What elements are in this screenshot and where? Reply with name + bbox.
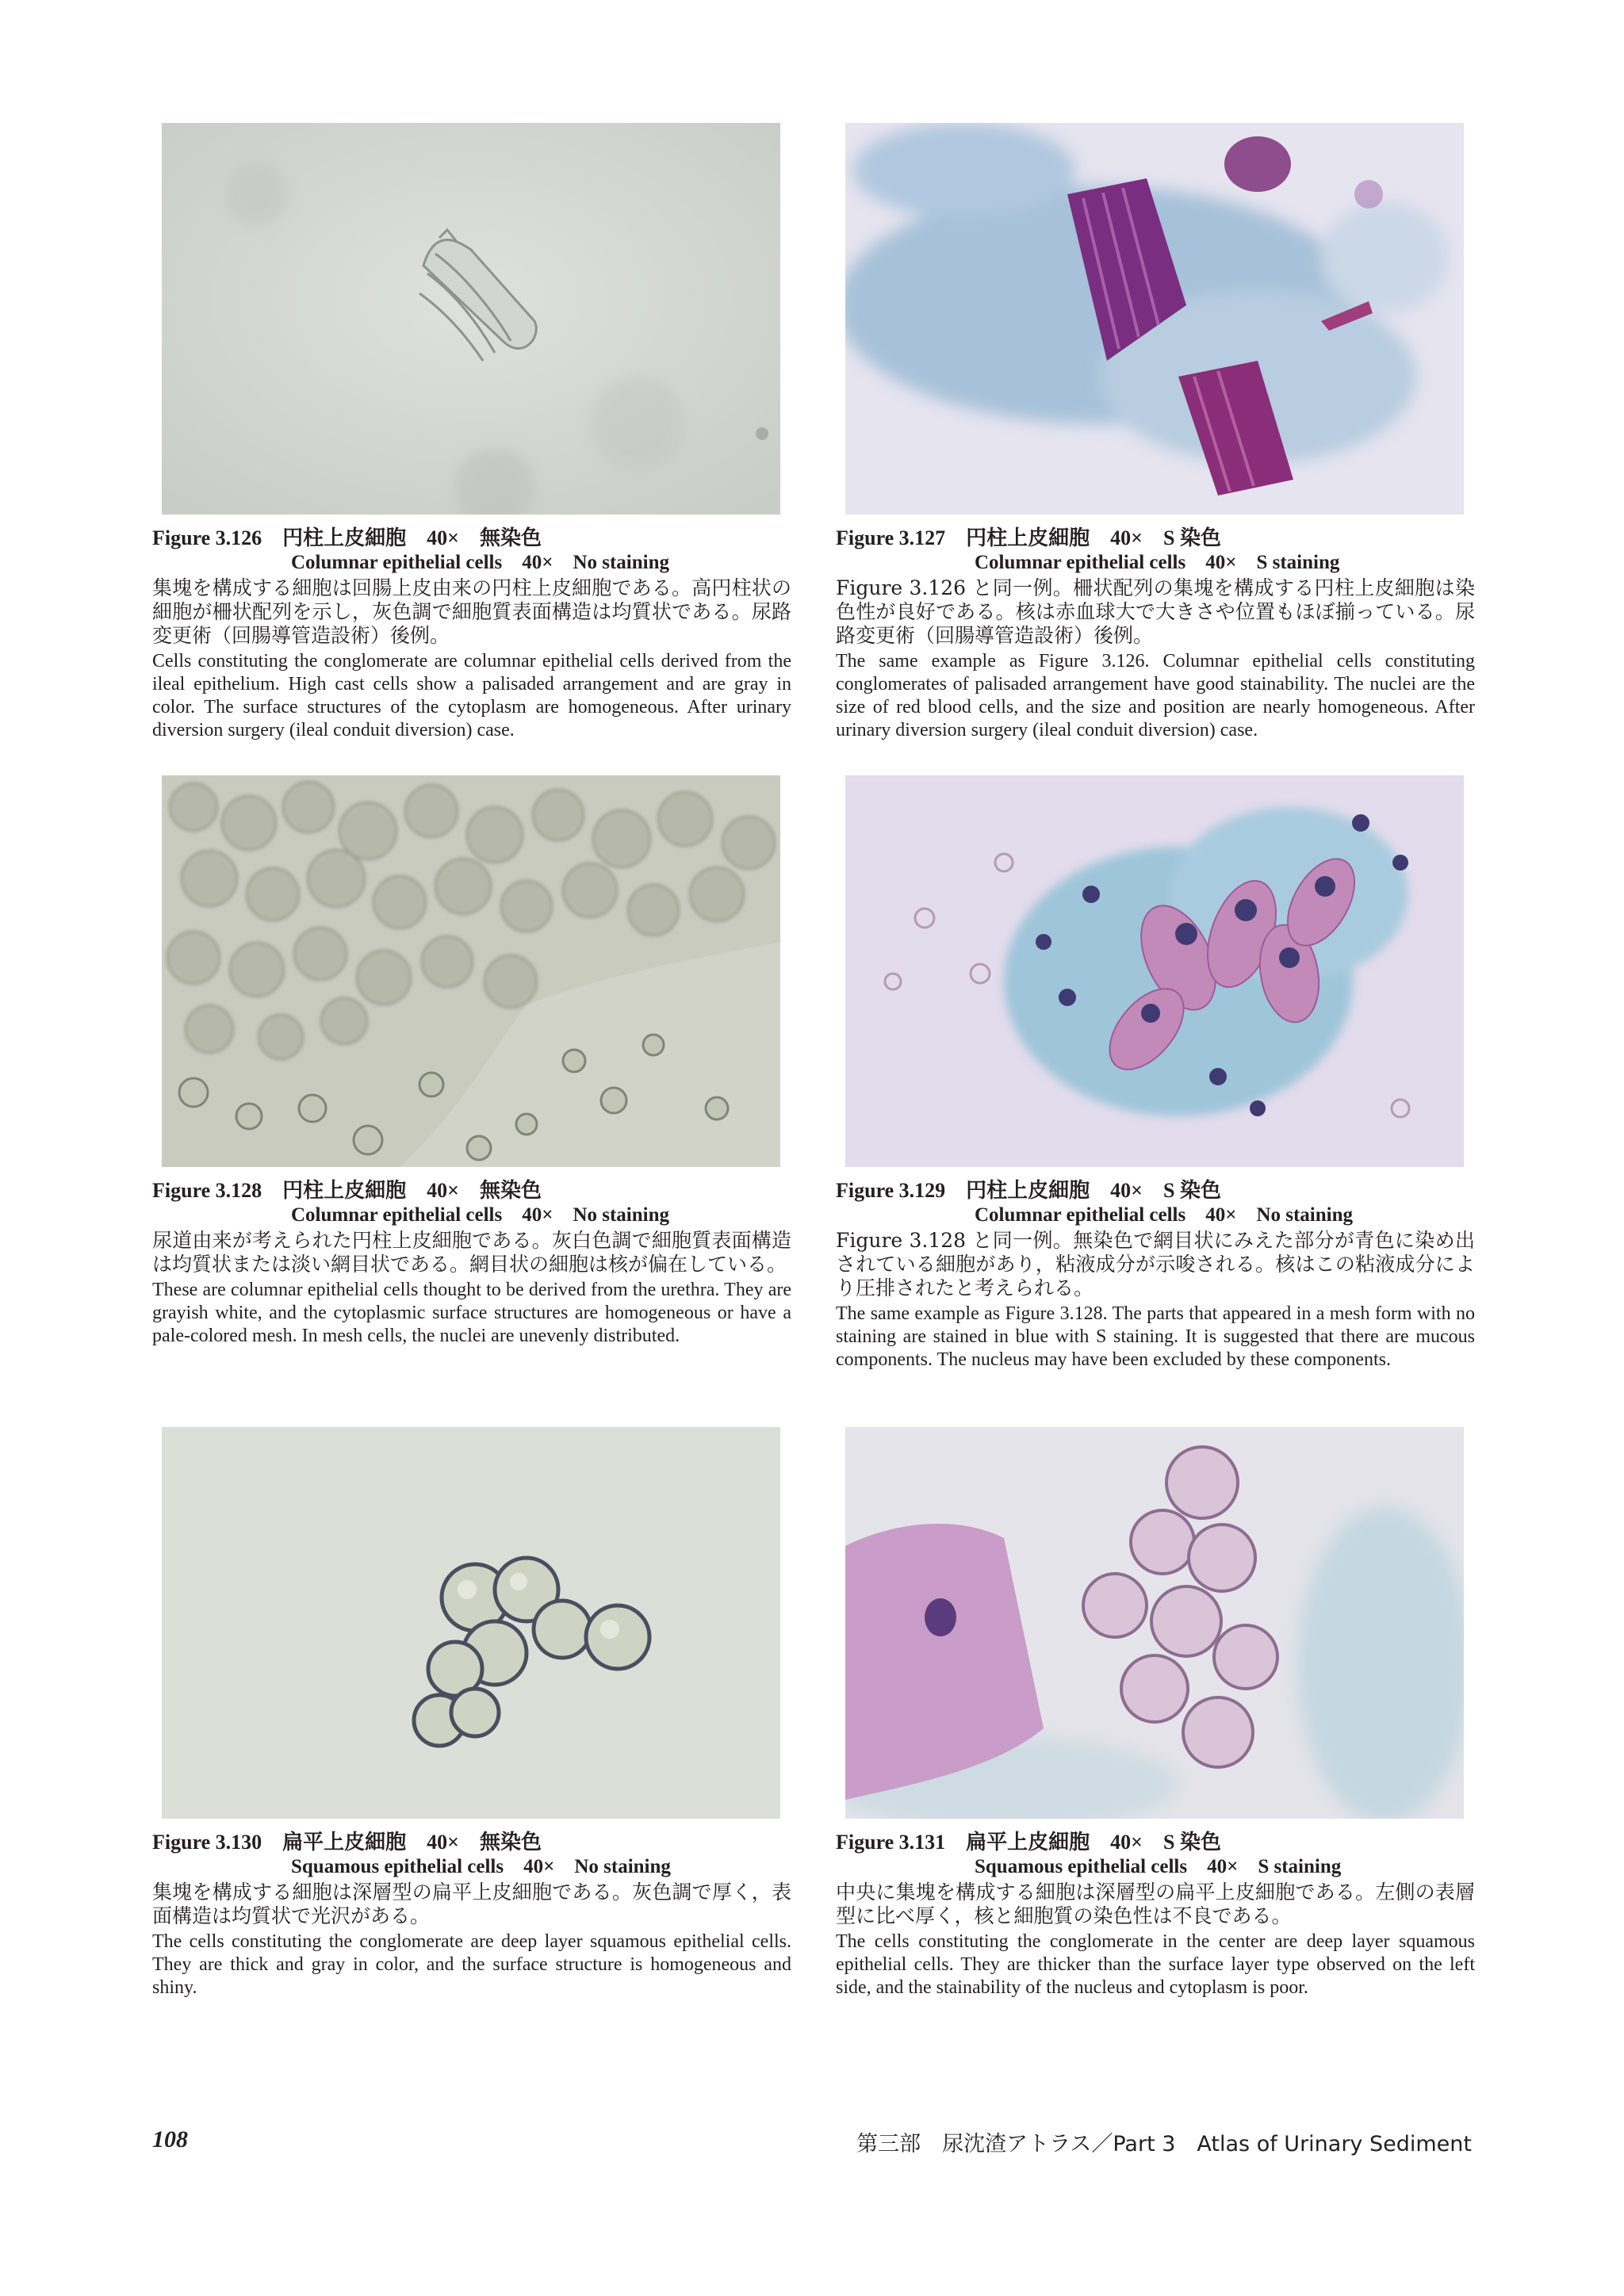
figure-title: Figure 3.131 扁平上皮細胞 40× S 染色 (836, 1831, 1221, 1854)
caption-english: These are columnar epithelial cells thought to be derived from the urethra. They are grayish white, and the cytoplasmic surface structures are homogeneous or have a pale-colored mesh. In mesh cells, the nuclei are unevenly distributed. (152, 1280, 791, 1346)
caption-3-130 (152, 1830, 791, 1999)
caption-japanese: 中央に集塊を構成する細胞は深層型の扁平上皮細胞である。左側の表層型に比べ厚く，核と細胞質の染色性は不良である。 (836, 1881, 1475, 1927)
caption-3-131 (836, 1830, 1475, 1999)
micrograph-3-130 (162, 1427, 780, 1819)
caption-japanese: 集塊を構成する細胞は深層型の扁平上皮細胞である。灰色調で厚く，表面構造は均質状で光沢がある。 (152, 1881, 791, 1927)
running-title: 第三部 尿沈渣アトラス／Part 3 Atlas of Urinary Sediment (856, 2132, 1472, 2156)
caption-english: Cells constituting the conglomerate are columnar epithelial cells derived from the ileal epithelium. High cast cells show a palisaded arrangement and are gray in color. The surface structures of the cytoplasm are homogeneous. After urinary diversion surgery (ileal conduit diversion) case. (152, 651, 791, 740)
figure-subtitle: Columnar epithelial cells 40× No staining (975, 1204, 1354, 1226)
caption-english: The cells constituting the conglomerate in the center are deep layer squamous epithelial cells. They are thicker than the surface layer type observed on the left side, and the stainability of the nucleus and cytoplasm is poor. (836, 1931, 1475, 1998)
page-number: 108 (152, 2126, 188, 2152)
figure-subtitle: Columnar epithelial cells 40× S staining (975, 552, 1340, 573)
figure-title: Figure 3.129 円柱上皮細胞 40× S 染色 (836, 1179, 1221, 1202)
figure-title: Figure 3.128 円柱上皮細胞 40× 無染色 (152, 1179, 542, 1202)
micrograph-3-127 (845, 123, 1464, 515)
figure-subtitle: Squamous epithelial cells 40× S staining (975, 1856, 1342, 1877)
caption-japanese: Figure 3.128 と同一例。無染色で網目状にみえた部分が青色に染め出されている細胞があり，粘液成分が示唆される。核はこの粘液成分により圧排されたと考えられる。 (836, 1229, 1475, 1299)
caption-english: The cells constituting the conglomerate are deep layer squamous epithelial cells. They are thick and gray in color, and the surface structure is homogeneous and shiny. (152, 1931, 791, 1998)
micrograph-3-131 (845, 1427, 1464, 1819)
caption-japanese: Figure 3.126 と同一例。柵状配列の集塊を構成する円柱上皮細胞は染色性が良好である。核は赤血球大で大きさや位置もほぼ揃っている。尿路変更術（回腸導管造設術）後例。 (836, 576, 1475, 647)
caption-3-128 (152, 1178, 791, 1348)
figure-subtitle: Columnar epithelial cells 40× No staining (291, 1204, 670, 1226)
caption-3-126 (152, 526, 791, 742)
caption-english: The same example as Figure 3.128. The parts that appeared in a mesh form with no staining are stained in blue with S staining. It is suggested that there are mucous components. The nucleus may have been excluded by these components. (836, 1303, 1475, 1370)
micrograph-3-126 (162, 123, 780, 515)
caption-3-129 (836, 1178, 1475, 1372)
figure-title: Figure 3.130 扁平上皮細胞 40× 無染色 (152, 1831, 542, 1854)
caption-japanese: 集塊を構成する細胞は回腸上皮由来の円柱上皮細胞である。高円柱状の細胞が柵状配列を示し，灰色調で細胞質表面構造は均質状である。尿路変更術（回腸導管造設術）後例。 (152, 576, 791, 647)
caption-english: The same example as Figure 3.126. Columnar epithelial cells constituting conglomerates of palisaded arrangement have good stainability. The nuclei are the size of red blood cells, and the size and position are nearly homogeneous. After urinary diversion surgery (ileal conduit diversion) case. (836, 651, 1475, 740)
micrograph-3-129 (845, 775, 1464, 1167)
micrograph-3-128 (162, 775, 780, 1167)
caption-japanese: 尿道由来が考えられた円柱上皮細胞である。灰白色調で細胞質表面構造は均質状または淡い網目状である。網目状の細胞は核が偏在している。 (152, 1229, 791, 1276)
figure-title: Figure 3.127 円柱上皮細胞 40× S 染色 (836, 526, 1221, 549)
figure-title: Figure 3.126 円柱上皮細胞 40× 無染色 (152, 526, 542, 549)
caption-3-127 (836, 526, 1475, 742)
figure-subtitle: Columnar epithelial cells 40× No staining (291, 552, 670, 573)
figure-subtitle: Squamous epithelial cells 40× No staining (291, 1856, 671, 1877)
